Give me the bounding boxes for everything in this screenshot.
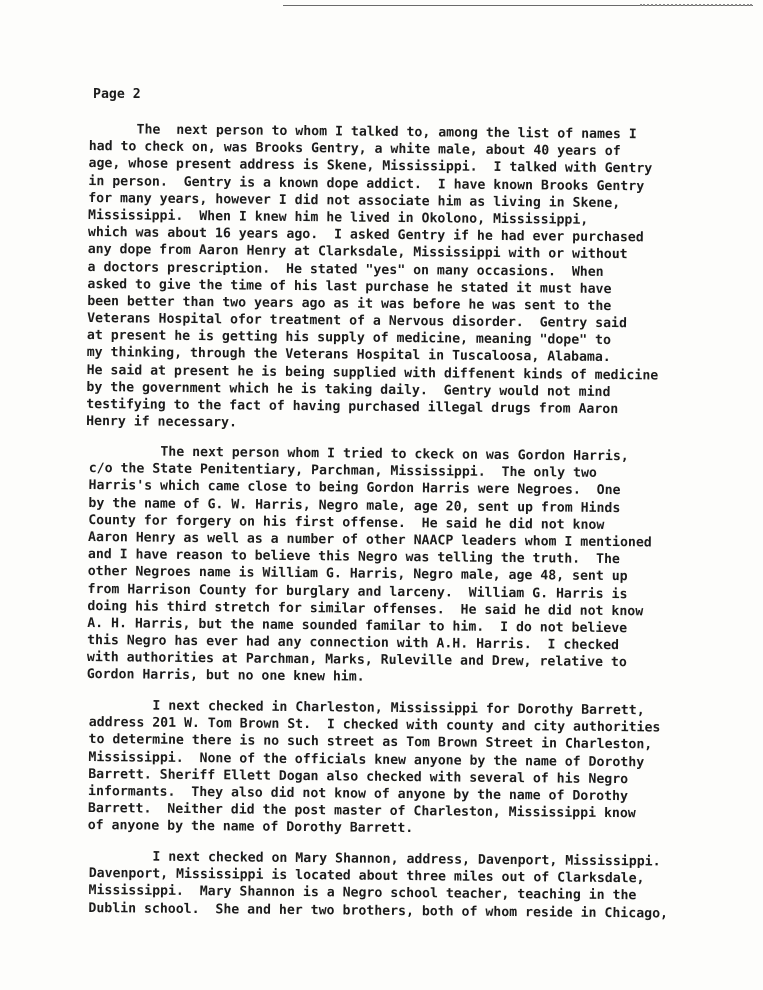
paragraph-dorothy-barrett — [88, 697, 749, 841]
text-line: with authorities at Parchman, Marks, Ruleville and Drew, relative to — [86, 650, 627, 671]
text-line: The next person whom I tried to ckeck on was Gordon Harris, — [88, 443, 629, 465]
text-line: Dublin school. She and her two brothers, both of whom reside in Chicago, — [88, 900, 669, 922]
text-line: A. H. Harris, but the name sounded familar to him. I do not believe — [87, 615, 628, 637]
text-line: age, whose present address is Skene, Mississippi. I talked with Gentry — [88, 156, 653, 177]
text-line: Gordon Harris, but no one knew him. — [86, 667, 365, 686]
text-line: of anyone by the name of Dorothy Barrett. — [87, 818, 414, 837]
text-line: by the name of G. W. Harris, Negro male, age 20, sent up from Hinds — [88, 495, 621, 516]
text-line: doing his third stretch for similar offenses. He said he did not know — [87, 598, 644, 620]
text-line: County for forgery on his first offense. He said he did not know — [88, 512, 605, 533]
text-line: address 201 W. Tom Brown St. I checked with county and city authorities — [88, 715, 661, 736]
text-line: Henry if necessary. — [86, 414, 238, 431]
paragraph-mary-shannon — [88, 848, 749, 923]
text-line: which was about 16 years ago. I asked Gentry if he had ever purchased — [87, 225, 644, 246]
text-line: I next checked on Mary Shannon, address, Davenport, Mississippi. — [88, 848, 661, 870]
text-line: been better than two years ago as it was before he was sent to the — [87, 293, 612, 314]
text-line: testifying to the fact of having purchased illegal drugs from Aaron — [86, 396, 619, 418]
text-line: by the government which he is taking daily. Gentry would not mind — [86, 379, 611, 400]
text-line: The next person to whom I talked to, among the list of names I — [88, 121, 637, 143]
top-edge-mark — [640, 0, 752, 6]
text-line: to determine there is no such street as Tom Brown Street in Charleston, — [88, 732, 653, 753]
text-line: Mississippi. None of the officials knew anyone by the name of Dorothy — [88, 749, 645, 770]
text-line: He said at present he is being supplied with diffenent kinds of medicine — [86, 362, 659, 384]
text-line: asked to give the time of his last purchase he stated it must have — [87, 276, 612, 297]
text-line: Mississippi. Mary Shannon is a Negro school teacher, teaching in the — [88, 883, 637, 904]
text-line: other Negroes name is William G. Harris, Negro male, age 48, sent up — [87, 564, 628, 585]
text-line: and I have reason to believe this Negro was telling the truth. The — [87, 547, 620, 568]
text-line: this Negro has ever had any connection with A.H. Harris. I checked — [87, 633, 620, 654]
paragraph-gordon-harris — [87, 443, 749, 690]
text-line: Mississippi. When I knew him he lived in Okolono, Mississippi, — [88, 207, 589, 228]
text-line: Barrett. Neither did the post master of Charleston, Mississippi know — [87, 801, 636, 822]
paragraph-brooks-gentry — [86, 121, 749, 437]
text-line: from Harrison County for burglary and larceny. William G. Harris is — [87, 581, 628, 602]
text-line: Barrett. Sheriff Ellett Dogan also checked with several of his Negro — [88, 766, 629, 787]
text-line: at present he is getting his supply of medicine, meaning "dope" to — [86, 328, 612, 349]
text-line: Aaron Henry as well as a number of other NAACP leaders whom I mentioned — [88, 529, 652, 551]
text-line: Harris's which came close to being Gordon Harris were Negroes. One — [88, 478, 621, 499]
text-line: Davenport, Mississippi is located about three miles out of Clarksdale, — [88, 866, 645, 887]
text-line: Veterans Hospital ofor treatment of a Nervous disorder. Gentry said — [87, 311, 628, 332]
text-line: a doctors prescription. He stated "yes" on many occasions. When — [87, 259, 604, 280]
page-number: Page 2 — [93, 87, 141, 102]
text-line: informants. They also did not know of anyone by the name of Dorothy — [88, 783, 629, 805]
text-line: for many years, however I did not associate him as living in Skene, — [88, 190, 621, 211]
text-line: had to check on, was Brooks Gentry, a white male, about 40 years of — [88, 139, 621, 160]
text-line: any dope from Aaron Henry at Clarksdale, Mississippi with or without — [87, 242, 628, 263]
text-line: in person. Gentry is a known dope addict. I have known Brooks Gentry — [88, 173, 645, 194]
text-line: I next checked in Charleston, Mississippi for Dorothy Barrett, — [88, 697, 645, 719]
text-line: my thinking, through the Veterans Hospital in Tuscaloosa, Alabama. — [86, 345, 611, 366]
text-line: c/o the State Penitentiary, Parchman, Mississippi. The only two — [88, 461, 597, 482]
